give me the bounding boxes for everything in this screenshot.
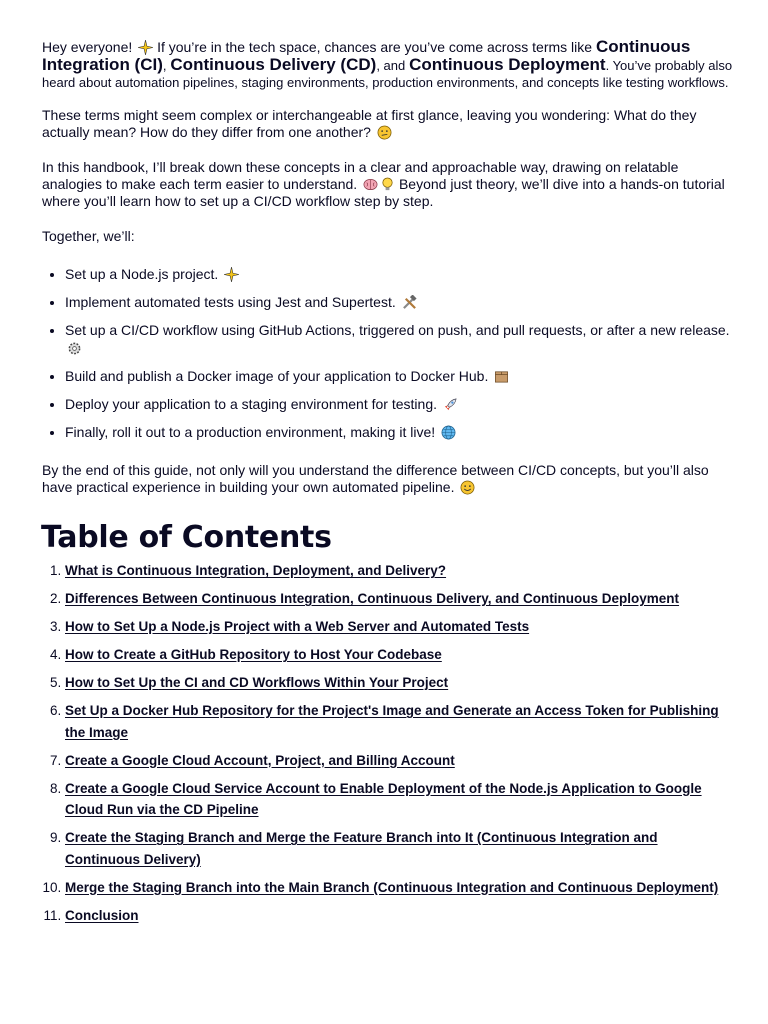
toc-item bbox=[65, 616, 734, 638]
intro-greeting: Hey everyone! bbox=[42, 39, 133, 55]
toc-link-7[interactable]: Create a Google Cloud Account, Project, and Billing Account bbox=[65, 752, 455, 768]
sparkles-icon bbox=[138, 40, 153, 55]
term-cd: Continuous Delivery (CD) bbox=[170, 55, 377, 74]
toc-item bbox=[65, 877, 734, 899]
toc-link-2[interactable]: Differences Between Continuous Integration, Continuous Delivery, and Continuous Deployment bbox=[65, 591, 680, 606]
hammer-wrench-icon bbox=[402, 295, 417, 310]
package-icon bbox=[494, 369, 509, 384]
toc-item bbox=[65, 905, 734, 927]
toc-link-5[interactable]: How to Set Up the CI and CD Workflows Within Your Project bbox=[65, 675, 449, 690]
list-item: • Implement automated tests using Jest and Supertest. bbox=[65, 293, 734, 311]
toc-item bbox=[65, 644, 734, 666]
thinking-face-icon bbox=[377, 125, 392, 140]
toc-link-6[interactable]: Set Up a Docker Hub Repository for the Project's Image and Generate an Access Token for Publishing the Image bbox=[65, 703, 719, 740]
toc-link-9[interactable]: Create the Staging Branch and Merge the Feature Branch into It (Continuous Integration and Continuous Delivery) bbox=[65, 830, 658, 867]
lightbulb-icon bbox=[380, 177, 395, 192]
rocket-icon bbox=[443, 397, 458, 412]
toc-item bbox=[65, 827, 734, 870]
globe-icon bbox=[441, 425, 456, 440]
toc-item bbox=[65, 588, 734, 610]
toc-title: Table of Contents bbox=[41, 520, 332, 555]
gear-icon bbox=[67, 341, 82, 356]
toc-item bbox=[65, 778, 734, 821]
toc-link-10[interactable]: Merge the Staging Branch into the Main Branch (Continuous Integration and Continuous Deployment) bbox=[65, 879, 719, 895]
toc-link-8[interactable]: Create a Google Cloud Service Account to Enable Deployment of the Node.js Application to Google Cloud Run via the CD Pipeline bbox=[65, 780, 702, 817]
toc-link-4[interactable]: How to Create a GitHub Repository to Host Your Codebase bbox=[65, 647, 442, 662]
smiley-icon bbox=[460, 480, 475, 495]
term-ci: Continuous Integration (CI) bbox=[42, 37, 691, 74]
toc-link-1[interactable]: What is Continuous Integration, Deployment, and Delivery? bbox=[65, 563, 447, 578]
table-of-contents bbox=[42, 560, 734, 926]
toc-item bbox=[65, 560, 734, 582]
brain-icon bbox=[363, 177, 378, 192]
goals-list bbox=[42, 265, 734, 441]
toc-item bbox=[65, 700, 734, 743]
intro-paragraph-5: By the end of this guide, not only will you understand the difference between CI/CD concepts, but you’ll also have practical experience in building your own automated pipeline. bbox=[42, 462, 709, 495]
intro-paragraph-3: In this handbook, I’ll break down these concepts in a clear and approachable way, drawing on relatable analogies to make each term easier to understand. Beyond just theory, we’ll dive into a hands-on tutorial where you’ll learn how to set up a CI/CD workflow step by step. bbox=[42, 159, 725, 209]
list-item: • Finally, roll it out to a production environment, making it live! bbox=[65, 423, 734, 441]
sparkles-icon bbox=[224, 267, 239, 282]
list-item: • Build and publish a Docker image of your application to Docker Hub. bbox=[65, 367, 734, 385]
together-heading: Together, we’ll: bbox=[42, 228, 135, 244]
toc-link-11[interactable]: Conclusion bbox=[65, 907, 139, 923]
toc-item bbox=[65, 672, 734, 694]
intro-text: If you’re in the tech space, chances are you’ve come across terms like bbox=[157, 39, 593, 55]
intro-paragraph-1: Hey everyone! If you’re in the tech space, chances are you’ve come across terms like Continuous Integration (CI), Continuous Delivery (CD), and Continuous Deployment. You’ve probably also heard about automation pipelines, staging environments, production environments, and concepts like testing workflows. bbox=[42, 37, 733, 90]
toc-link-3[interactable]: How to Set Up a Node.js Project with a Web Server and Automated Tests bbox=[65, 619, 530, 634]
list-item: • Deploy your application to a staging environment for testing. bbox=[65, 395, 734, 413]
intro-paragraph-2: These terms might seem complex or interchangeable at first glance, leaving you wondering: What do they actually mean? How do they differ from one another? bbox=[42, 107, 697, 140]
toc-item bbox=[65, 750, 734, 772]
term-cdep: Continuous Deployment bbox=[409, 55, 606, 74]
list-item: • Set up a Node.js project. bbox=[65, 265, 734, 283]
list-item: • Set up a CI/CD workflow using GitHub Actions, triggered on push, and pull requests, or after a new release. bbox=[65, 321, 734, 357]
